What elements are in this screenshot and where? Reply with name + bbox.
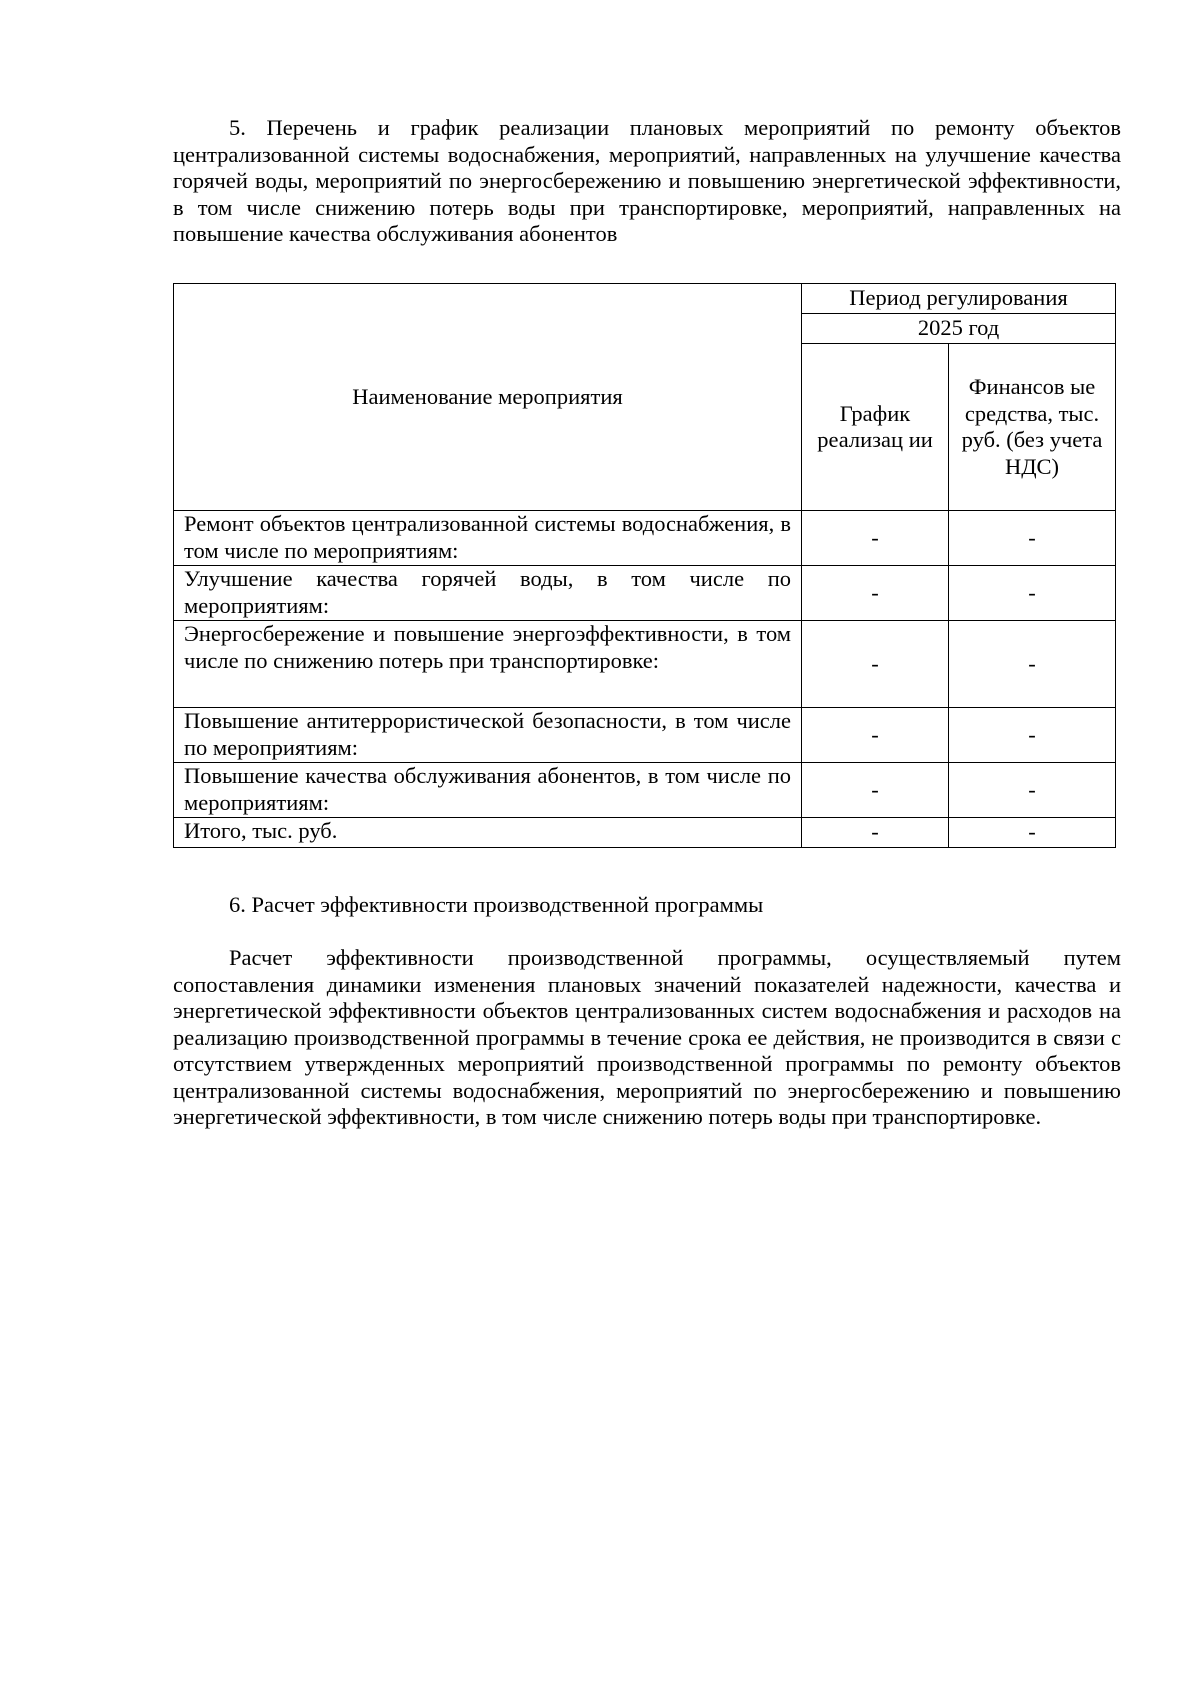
row-name: Ремонт объектов централизованной системы водоснабжения, в том числе по мероприятиям: (174, 511, 802, 566)
table-row (174, 511, 1116, 566)
row-name: Повышение качества обслуживания абонентов, в том числе по мероприятиям: (174, 763, 802, 818)
row-schedule: - (802, 763, 949, 818)
row-finance: - (949, 511, 1116, 566)
table-row (174, 708, 1116, 763)
row-finance: - (949, 621, 1116, 708)
header-period: Период регулирования (802, 284, 1116, 314)
row-schedule: - (802, 621, 949, 708)
row-schedule: - (802, 511, 949, 566)
section-6-heading: 6. Расчет эффективности производственной программы (229, 892, 764, 917)
table-row (174, 763, 1116, 818)
table-row-total (174, 818, 1116, 848)
header-year: 2025 год (802, 314, 1116, 344)
row-name: Энергосбережение и повышение энергоэффективности, в том числе по снижению потерь при транспортировке: (174, 621, 802, 708)
table-row (174, 566, 1116, 621)
row-name: Повышение антитеррористической безопасности, в том числе по мероприятиям: (174, 708, 802, 763)
row-finance: - (949, 566, 1116, 621)
row-finance: - (949, 763, 1116, 818)
row-schedule: - (802, 708, 949, 763)
row-finance: - (949, 708, 1116, 763)
section-5-heading: 5. Перечень и график реализации плановых мероприятий по ремонту объектов централизованной системы водоснабжения, мероприятий, направленных на улучшение качества горячей воды, мероприятий по энергосбережению и повышению энергетической эффективности, в том числе снижению потерь воды при транспортировке, мероприятий, направленных на повышение качества обслуживания абонентов (173, 115, 1121, 246)
row-name: Улучшение качества горячей воды, в том числе по мероприятиям: (174, 566, 802, 621)
header-measure-name: Наименование мероприятия (174, 284, 802, 511)
row-schedule: - (802, 818, 949, 848)
header-finance: Финансов ые средства, тыс. руб. (без учета НДС) (949, 344, 1116, 511)
row-finance: - (949, 818, 1116, 848)
section-6-body: Расчет эффективности производственной программы, осуществляемый путем сопоставления динамики изменения плановых значений показателей надежности, качества и энергетической эффективности объектов централизованных систем водоснабжения и расходов на реализацию производственной программы в течение срока ее действия, не производится в связи с отсутствием утвержденных мероприятий производственной программы по ремонту объектов централизованной системы водоснабжения, мероприятий по энергосбережению и повышению энергетической эффективности, в том числе снижению потерь воды при транспортировке. (173, 945, 1121, 1129)
header-schedule: График реализац ии (802, 344, 949, 511)
measures-table (173, 283, 1116, 848)
row-name: Итого, тыс. руб. (174, 818, 802, 848)
row-schedule: - (802, 566, 949, 621)
table-row (174, 621, 1116, 708)
